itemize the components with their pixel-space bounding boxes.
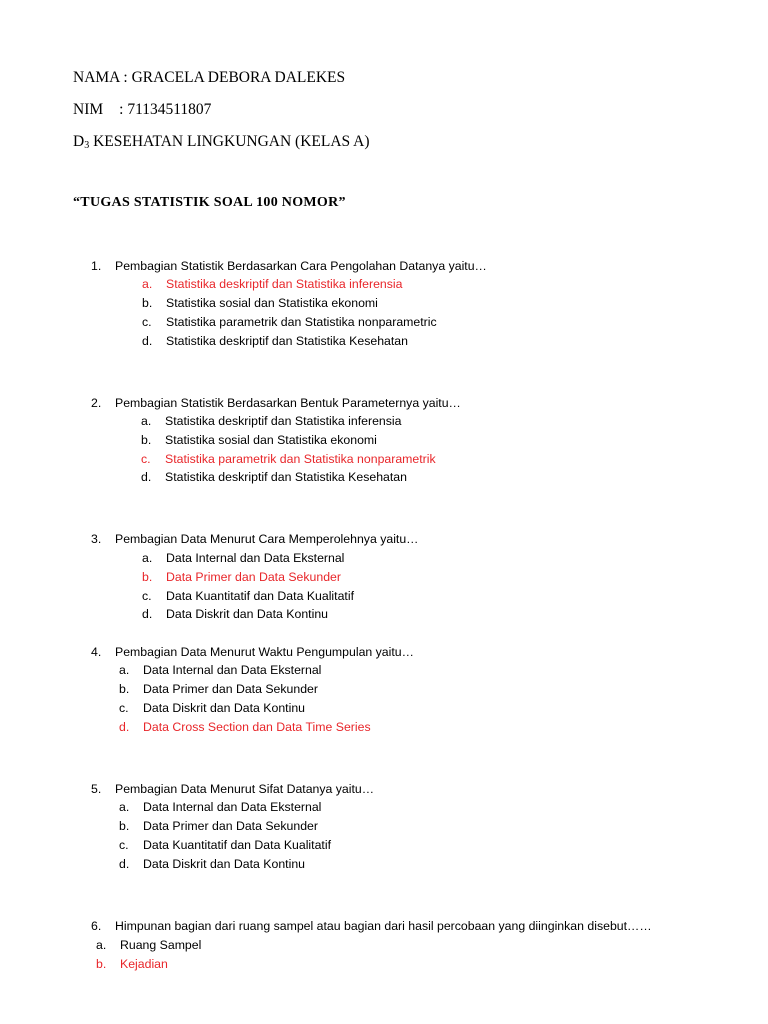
option-letter: a. <box>119 663 130 677</box>
question-text: Pembagian Data Menurut Cara Memperolehnya yaitu… <box>115 532 419 546</box>
option-letter: c. <box>119 701 129 715</box>
question-text: Himpunan bagian dari ruang sampel atau bagian dari hasil percobaan yang diinginkan disebut…… <box>115 919 652 933</box>
option-letter: a. <box>142 551 153 565</box>
option-letter: c. <box>141 452 151 466</box>
option-letter: b. <box>119 819 130 833</box>
question-number: 1. <box>91 259 102 273</box>
option-letter: d. <box>142 334 153 348</box>
option-text: Data Diskrit dan Data Kontinu <box>166 607 328 621</box>
question-text: Pembagian Data Menurut Waktu Pengumpulan yaitu… <box>115 645 414 659</box>
question-number: 5. <box>91 782 102 796</box>
option-letter: d. <box>141 470 152 484</box>
option-text-answer: Statistika parametrik dan Statistika nonparametrik <box>165 452 436 466</box>
option-letter: b. <box>142 570 153 584</box>
study-program-prefix: D <box>73 133 85 150</box>
question-text: Pembagian Statistik Berdasarkan Bentuk Parameternya yaitu… <box>115 396 461 410</box>
option-letter: c. <box>142 589 152 603</box>
option-text-answer: Data Cross Section dan Data Time Series <box>143 720 371 734</box>
question-text: Pembagian Statistik Berdasarkan Cara Pengolahan Datanya yaitu… <box>115 259 487 273</box>
option-text: Data Primer dan Data Sekunder <box>143 682 318 696</box>
nim-label: NIM <box>73 101 104 118</box>
option-letter: c. <box>142 315 152 329</box>
option-text-answer: Statistika deskriptif dan Statistika inferensia <box>166 277 403 291</box>
option-text: Statistika sosial dan Statistika ekonomi <box>165 433 377 447</box>
option-text: Data Kuantitatif dan Data Kualitatif <box>166 589 354 603</box>
option-text: Data Internal dan Data Eksternal <box>143 800 322 814</box>
option-text: Data Diskrit dan Data Kontinu <box>143 857 305 871</box>
student-nim <box>73 101 211 119</box>
option-letter: c. <box>119 838 129 852</box>
student-name: NAMA : GRACELA DEBORA DALEKES <box>73 69 346 86</box>
question-number: 4. <box>91 645 102 659</box>
study-program-subscript: 3 <box>84 140 90 151</box>
option-letter: a. <box>96 938 107 952</box>
option-text: Statistika deskriptif dan Statistika Kesehatan <box>165 470 407 484</box>
option-text: Statistika deskriptif dan Statistika inferensia <box>165 414 402 428</box>
option-letter: d. <box>119 857 130 871</box>
option-letter: b. <box>119 682 130 696</box>
nim-value: : 71134511807 <box>119 101 212 118</box>
study-program <box>73 133 370 155</box>
option-letter: b. <box>141 433 152 447</box>
option-text-answer: Data Primer dan Data Sekunder <box>166 570 341 584</box>
question-number: 6. <box>91 919 102 933</box>
option-text: Ruang Sampel <box>120 938 202 952</box>
option-letter: d. <box>142 607 153 621</box>
option-text: Statistika parametrik dan Statistika nonparametric <box>166 315 437 329</box>
option-letter: b. <box>96 957 107 971</box>
option-letter: b. <box>142 296 153 310</box>
question-number: 2. <box>91 396 102 410</box>
question-text: Pembagian Data Menurut Sifat Datanya yaitu… <box>115 782 375 796</box>
option-text: Data Internal dan Data Eksternal <box>143 663 322 677</box>
option-text: Statistika sosial dan Statistika ekonomi <box>166 296 378 310</box>
question-number: 3. <box>91 532 102 546</box>
document-title: “TUGAS STATISTIK SOAL 100 NOMOR” <box>73 195 346 210</box>
option-letter: a. <box>141 414 152 428</box>
option-letter: a. <box>142 277 153 291</box>
option-text: Data Internal dan Data Eksternal <box>166 551 345 565</box>
option-text: Data Kuantitatif dan Data Kualitatif <box>143 838 331 852</box>
option-text: Statistika deskriptif dan Statistika Kesehatan <box>166 334 408 348</box>
study-program-name: KESEHATAN LINGKUNGAN (KELAS A) <box>89 133 370 150</box>
option-letter: d. <box>119 720 130 734</box>
option-text-answer: Kejadian <box>120 957 168 971</box>
option-text: Data Primer dan Data Sekunder <box>143 819 318 833</box>
option-text: Data Diskrit dan Data Kontinu <box>143 701 305 715</box>
option-letter: a. <box>119 800 130 814</box>
